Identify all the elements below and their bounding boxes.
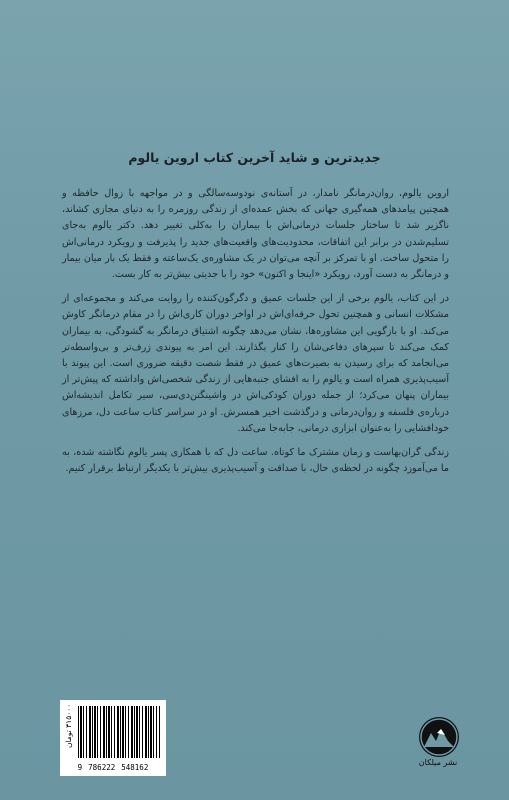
barcode: [60, 700, 166, 776]
barcode-digit-group: 786222: [88, 763, 116, 772]
headline: جدیدترین و شاید آخرین کتاب اروین یالوم: [128, 150, 381, 165]
publisher-name: نشر میلکان: [418, 758, 458, 767]
barcode-digits: [62, 763, 164, 772]
barcode-digit-group: 548162: [121, 763, 149, 772]
blurb-paragraph-2: در این کتاب، یالوم برخی از این جلسات عمیق و دگرگون‌کننده را روایت می‌کند و مجموعه‌ای از مشکلات انسانی و همچنین تحول حرفه‌ای‌اش در اواخر دوران کاری‌اش را در مقام درمانگر کاوش می‌کند. او با بازگویی این مشاوره‌ها، نشان می‌دهد چگونه اشتیاق درمانگر به گشودگی، به بیماران کمک می‌کند تا سپرهای دفاعی‌شان را کنار بگذارند. این امر به پیوندی ژرف‌تر و بی‌واسطه‌تر می‌انجامد که برای رسیدن به بصیرت‌های عمیق در فقط شصت دقیقه ضروری است. این پیوند با آسیب‌پذیری همراه است و یالوم را به افشای جنبه‌هایی از زندگی شخصی‌اش واداشته که پیش‌تر از بیماران پنهان می‌کرد؛ از جمله دوران کودکی‌اش در واشینگتن‌دی‌سی، سیر تکامل اندیشه‌اش درباره‌ی فلسفه و روان‌درمانی و درگذشت اخیر همسرش. او در سراسر کتاب ساعت دل، مرزهای خودافشایی را به‌عنوان ابزاری درمانی، جابه‌جا می‌کند.: [62, 293, 449, 434]
price-label: ۳۱۵۰۰۰ تومان: [64, 704, 73, 749]
barcode-digit-group: 9: [77, 763, 83, 772]
barcode-bars: [78, 706, 160, 758]
blurb-paragraph-1: اروین یالوم، روان‌درمانگر نامدار، در آستانه‌ی نودوسه‌سالگی و در مواجهه با زوال حافظه و همچنین پیامدهای همه‌گیری جهانی که بخش عمده‌ای از زندگی روزمره را به دنیای مجازی کشاند، ناگزیر شد تا ساختار جلسات درمانی‌اش با بیماران را به‌کلی تغییر دهد. دکتر یالوم به‌جای تسلیم‌شدن در برابر این اتفاقات، محدودیت‌های واقعیت‌های جدید را پذیرفت و رویکرد درمانی‌اش را متحول ساخت. او با تمرکز بر آنچه می‌توان در یک مشاوره‌ی یک‌ساعته و فقط یک بار میان بیمار و درمانگر به دست آورد، رویکرد «اینجا و اکنون» خود را با جدیتی بیش‌تر به کار بست.: [62, 188, 449, 281]
blurb-paragraph-3: زندگی گران‌بهاست و زمان مشترک ما کوتاه. ساعت دل که با همکاری پسر یالوم نگاشته شده، به ما می‌آموزد چگونه در لحظه‌ی حال، با صداقت و آسیب‌پذیری بیش‌تر با یکدیگر ارتباط برقرار کنیم.: [62, 447, 449, 475]
blurb: [62, 186, 449, 485]
